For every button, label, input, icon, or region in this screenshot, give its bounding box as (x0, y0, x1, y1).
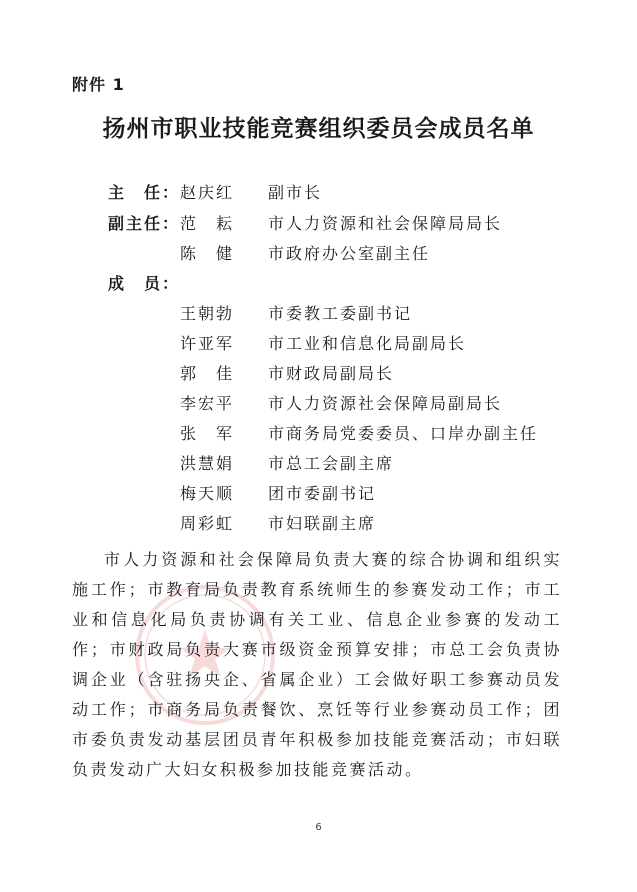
member-name: 梅天顺 (180, 484, 235, 503)
member-position: 市委教工委副书记 (268, 304, 413, 323)
member-position: 市财政局副局长 (268, 364, 395, 383)
member-position: 市工业和信息化局副局长 (268, 334, 467, 353)
member-position: 市人力资源社会保障局副局长 (268, 394, 503, 413)
member-name: 许亚军 (180, 334, 235, 353)
responsibilities-paragraph: 市人力资源和社会保障局负责大赛的综合协调和组织实施工作；市教育局负责教育系统师生的参赛发动工作；市工业和信息化局负责协调有关工业、信息企业参赛的发动工作；市财政局负责大赛市级资金预算安排；市总工会负责协调企业（含驻扬央企、省属企业）工会做好职工参赛动员发动工作；市商务局负责餐饮、烹饪等行业参赛动员工作；团市委负责发动基层团员青年积极参加技能竞赛活动；市妇联负责发动广大妇女积极参加技能竞赛活动。 (72, 550, 562, 779)
member-position: 市总工会副主席 (268, 454, 395, 473)
member-name: 赵庆红 (180, 183, 235, 202)
member-position: 市人力资源和社会保障局局长 (268, 214, 503, 233)
member-name: 郭 佳 (180, 364, 235, 383)
member-name: 张 军 (180, 424, 235, 443)
member-position: 副市长 (268, 183, 323, 202)
member-name: 李宏平 (180, 394, 235, 413)
role-label: 成 员： (108, 274, 181, 293)
role-label: 主 任： (108, 183, 181, 202)
member-name: 周彩虹 (180, 514, 235, 533)
member-position: 市商务局党委委员、口岸办副主任 (268, 424, 539, 443)
page-number: 6 (315, 822, 322, 833)
attachment-label: 附件 1 (72, 75, 125, 94)
member-position: 市妇联副主席 (268, 514, 377, 533)
member-position: 市政府办公室副主任 (268, 244, 431, 263)
member-name: 范 耘 (180, 214, 235, 233)
document-title: 扬州市职业技能竞赛组织委员会成员名单 (102, 115, 535, 142)
member-name: 王朝勃 (180, 304, 235, 323)
member-name: 陈 健 (180, 244, 235, 263)
member-position: 团市委副书记 (268, 484, 377, 503)
member-name: 洪慧娟 (180, 454, 235, 473)
role-label: 副主任： (108, 214, 181, 233)
